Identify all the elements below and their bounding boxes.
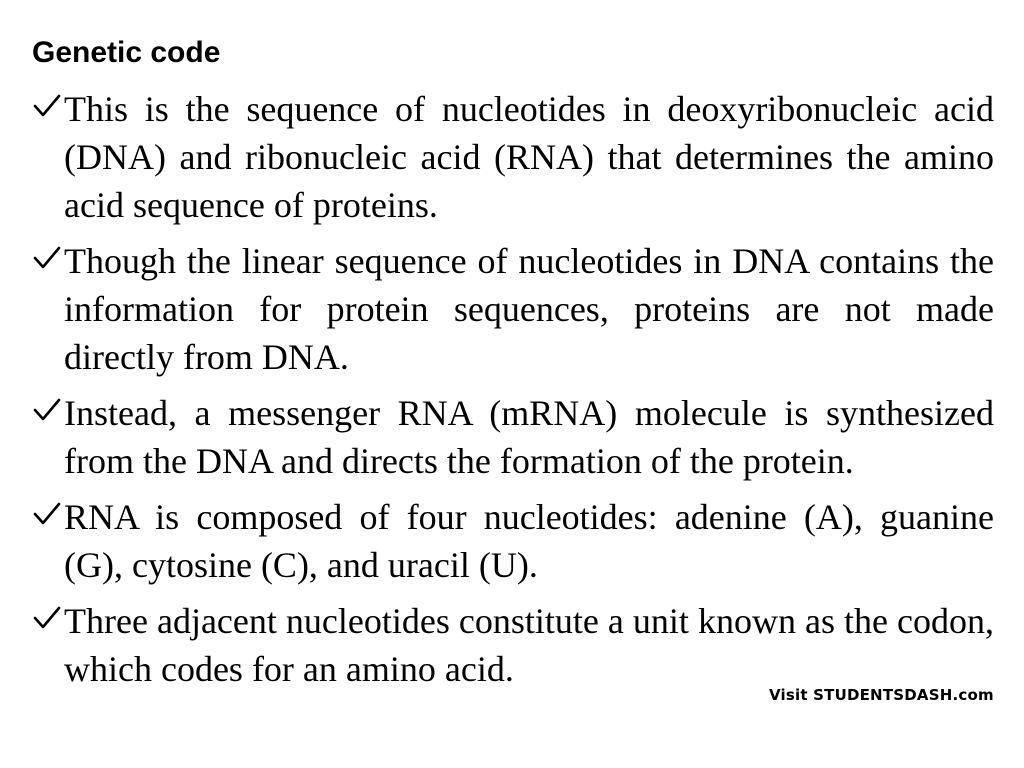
bullet-list bbox=[32, 85, 994, 701]
list-item bbox=[32, 493, 994, 589]
bullet-text: RNA is composed of four nucleotides: adenine (A), guanine (G), cytosine (C), and uracil (U). bbox=[64, 497, 994, 585]
slide-title: Genetic code bbox=[32, 36, 221, 69]
list-item bbox=[32, 85, 994, 229]
checkmark-icon bbox=[32, 243, 62, 273]
list-item bbox=[32, 237, 994, 381]
watermark-text: Visit STUDENTSDASH.com bbox=[769, 686, 994, 704]
list-item bbox=[32, 597, 994, 693]
checkmark-icon bbox=[32, 91, 62, 121]
bullet-text: This is the sequence of nucleotides in deoxyribonucleic acid (DNA) and ribonucleic acid (RNA) that determines the amino acid sequence of proteins. bbox=[64, 89, 994, 225]
checkmark-icon bbox=[32, 603, 62, 633]
bullet-text: Though the linear sequence of nucleotides in DNA contains the information for protein sequences, proteins are not made directly from DNA. bbox=[64, 241, 994, 377]
bullet-text: Three adjacent nucleotides constitute a unit known as the codon, which codes for an amino acid. bbox=[64, 601, 994, 689]
checkmark-icon bbox=[32, 395, 62, 425]
list-item bbox=[32, 389, 994, 485]
bullet-text: Instead, a messenger RNA (mRNA) molecule is synthesized from the DNA and directs the formation of the protein. bbox=[64, 393, 994, 481]
checkmark-icon bbox=[32, 499, 62, 529]
